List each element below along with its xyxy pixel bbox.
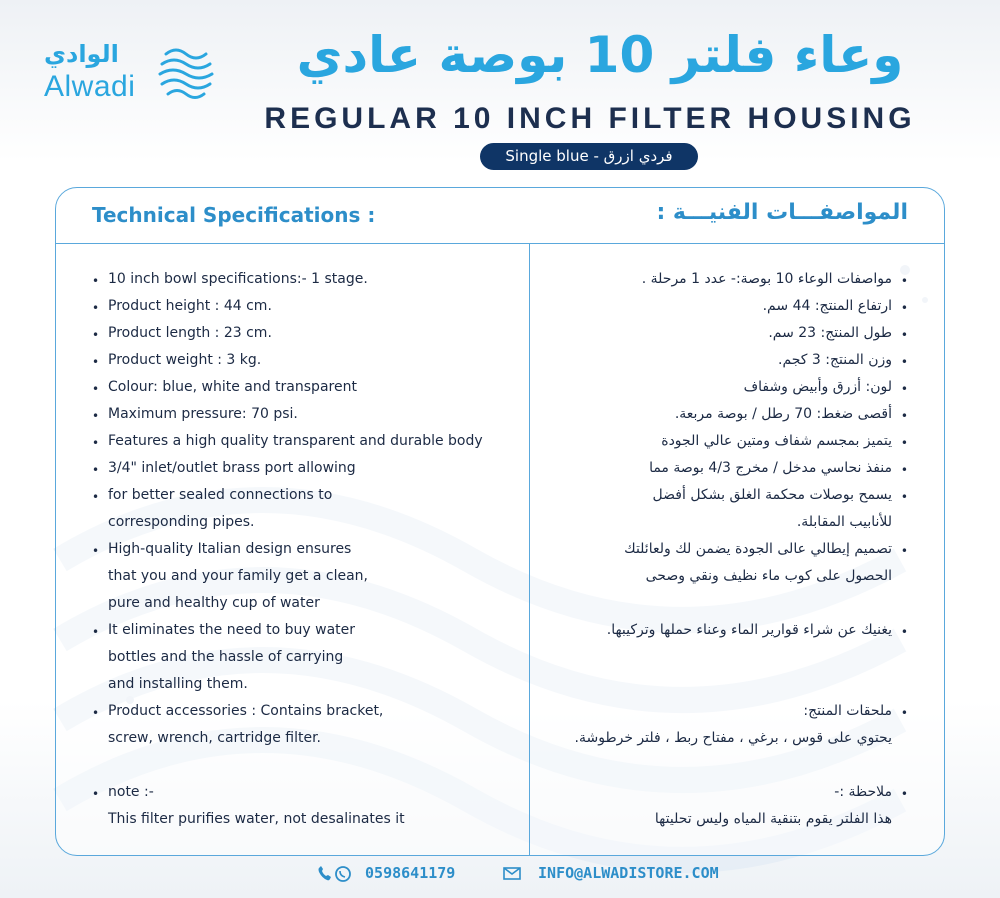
spec-item: • Product accessories : Contains bracket,: [92, 698, 522, 725]
spec-item: • It eliminates the need to buy water: [92, 617, 522, 644]
spec-item-cont: and installing them.: [108, 676, 248, 692]
spec-item-cont: للأنابيب المقابلة.: [796, 514, 892, 530]
spec-item-cont: الحصول على كوب ماء نظيف ونقي وصحى: [645, 568, 892, 584]
specs-list-ar: [488, 266, 908, 833]
specs-heading-en: Technical Specifications :: [92, 203, 376, 227]
brand-logo: [44, 40, 214, 110]
waves-logo-icon: [156, 42, 216, 102]
logo-name-en: Alwadi: [44, 70, 136, 103]
logo-name-ar: الوادي: [44, 40, 119, 68]
title-english: REGULAR 10 INCH FILTER HOUSING: [264, 102, 916, 135]
phone-number: 0598641179: [365, 864, 456, 882]
phone-contact[interactable]: [316, 864, 455, 883]
spec-item-cont: pure and healthy cup of water: [108, 595, 320, 611]
spec-item: • Product weight : 3 kg.: [92, 347, 522, 374]
spec-item: • أقصى ضغط: 70 رطل / بوصة مربعة.: [488, 401, 908, 428]
spec-item: • 3/4" inlet/outlet brass port allowing: [92, 455, 522, 482]
spec-item: • يسمح بوصلات محكمة الغلق بشكل أفضل: [488, 482, 908, 509]
specs-heading-ar: المواصفـــات الفنيـــة :: [656, 200, 908, 225]
spec-item-cont: corresponding pipes.: [108, 514, 255, 530]
spec-item: • منفذ نحاسي مدخل / مخرج 4/3 بوصة مما: [488, 455, 908, 482]
email-address: INFO@ALWADISTORE.COM: [538, 864, 719, 882]
spec-item: • يغنيك عن شراء قوارير الماء وعناء حملها وتركيبها.: [488, 617, 908, 644]
note-text: This filter purifies water, not desalinates it: [108, 811, 405, 827]
spec-item: • ارتفاع المنتج: 44 سم.: [488, 293, 908, 320]
note-text: هذا الفلتر يقوم بتنقية المياه وليس تحليتها: [654, 811, 892, 827]
spec-item-cont: screw, wrench, cartridge filter.: [108, 730, 321, 746]
accessories-label: • ملحقات المنتج:: [488, 698, 908, 725]
spec-item: • مواصفات الوعاء 10 بوصة:- عدد 1 مرحلة .: [488, 266, 908, 293]
spec-item-cont: bottles and the hassle of carrying: [108, 649, 344, 665]
title-arabic: وعاء فلتر 10 بوصة عادي: [296, 26, 904, 84]
spec-item: • طول المنتج: 23 سم.: [488, 320, 908, 347]
specs-list-en: [92, 266, 522, 833]
email-contact[interactable]: [503, 864, 719, 882]
phone-whatsapp-icon: [316, 865, 356, 883]
spec-item: • 10 inch bowl specifications:- 1 stage.: [92, 266, 522, 293]
spec-item: • Features a high quality transparent and durable body: [92, 428, 522, 455]
spec-item: • for better sealed connections to: [92, 482, 522, 509]
spec-item: • High-quality Italian design ensures: [92, 536, 522, 563]
spec-item: • Product height : 44 cm.: [92, 293, 522, 320]
spec-item-cont: that you and your family get a clean,: [108, 568, 369, 584]
spec-item: • Maximum pressure: 70 psi.: [92, 401, 522, 428]
mail-icon: [503, 867, 523, 881]
specs-card: [55, 187, 945, 856]
variant-badge: Single blue - فردي ازرق: [480, 143, 698, 170]
spec-item: • Product length : 23 cm.: [92, 320, 522, 347]
spec-item: • تصميم إيطالي عالى الجودة يضمن لك ولعائلتك: [488, 536, 908, 563]
contact-footer: [0, 864, 1000, 888]
spec-item: • وزن المنتج: 3 كجم.: [488, 347, 908, 374]
note-label: • note :-: [92, 779, 522, 806]
spec-item: • Colour: blue, white and transparent: [92, 374, 522, 401]
spec-item: • يتميز بمجسم شفاف ومتين عالي الجودة: [488, 428, 908, 455]
header-divider: [56, 243, 944, 244]
spec-item: • لون: أزرق وأبيض وشفاف: [488, 374, 908, 401]
accessories-text: يحتوي على قوس ، برغي ، مفتاح ربط ، فلتر خرطوشة.: [574, 730, 892, 746]
note-label: • ملاحظة :-: [488, 779, 908, 806]
